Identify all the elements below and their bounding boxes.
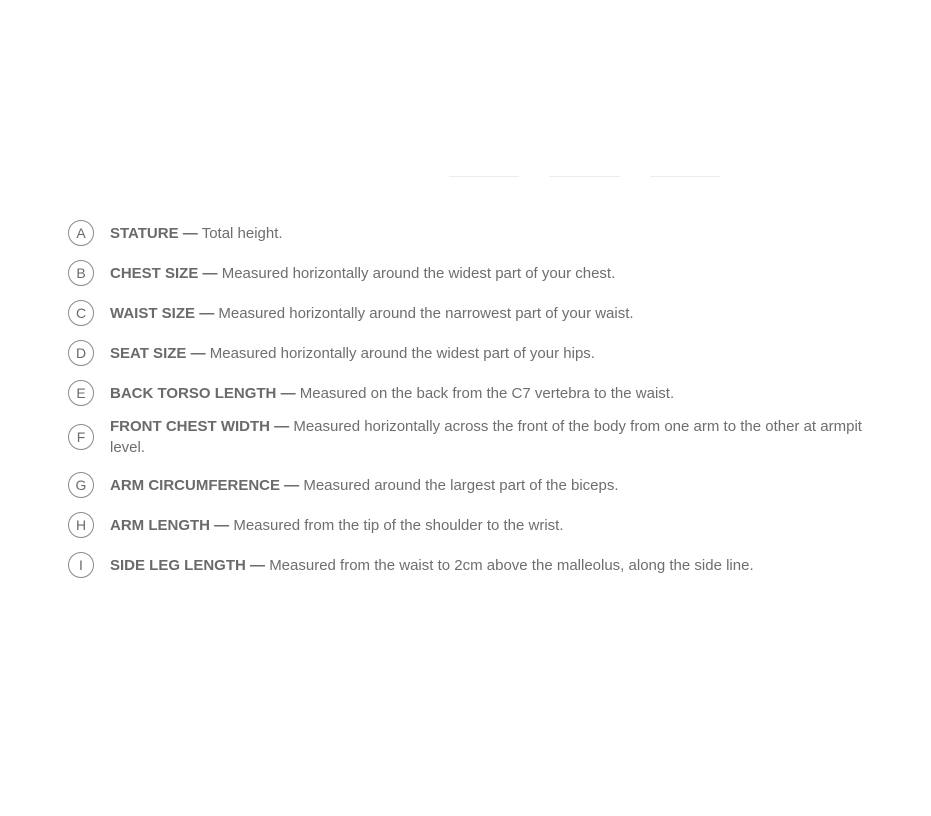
letter-badge: I: [68, 552, 94, 578]
measurement-description: Measured from the tip of the shoulder to the wrist.: [233, 516, 564, 534]
measurement-item: [68, 550, 888, 580]
measurement-text: [110, 383, 674, 404]
measurement-item: [68, 258, 888, 288]
tab-underline: [650, 176, 720, 177]
separator-dash: —: [202, 264, 218, 282]
measurement-item: [68, 338, 888, 368]
measurement-item: [68, 510, 888, 540]
separator-dash: —: [190, 344, 206, 362]
measurement-list: [68, 218, 888, 590]
separator-dash: —: [214, 516, 230, 534]
measurement-text: [110, 416, 888, 458]
letter-badge: G: [68, 472, 94, 498]
measurement-text: [110, 303, 634, 324]
measurement-term: SIDE LEG LENGTH: [110, 556, 246, 574]
letter-badge: E: [68, 380, 94, 406]
measurement-item: [68, 218, 888, 248]
measurement-item: [68, 298, 888, 328]
measurement-term: STATURE: [110, 224, 179, 242]
letter-badge: D: [68, 340, 94, 366]
tab-underlines: [0, 176, 931, 178]
separator-dash: —: [274, 418, 290, 435]
measurement-term: CHEST SIZE: [110, 264, 199, 282]
tab-underline: [549, 176, 620, 177]
measurement-text: [110, 223, 283, 244]
measurement-text: [110, 515, 564, 536]
letter-badge: C: [68, 300, 94, 326]
measurement-term: FRONT CHEST WIDTH: [110, 418, 270, 435]
measurement-text: [110, 475, 619, 496]
measurement-term: SEAT SIZE: [110, 344, 187, 362]
measurement-description: Measured on the back from the C7 vertebra to the waist.: [299, 384, 675, 402]
measurement-description: Measured horizontally around the narrowest part of your waist.: [218, 304, 634, 322]
measurement-text: [110, 555, 754, 576]
letter-badge: A: [68, 220, 94, 246]
letter-badge: B: [68, 260, 94, 286]
measurement-term: ARM CIRCUMFERENCE: [110, 476, 280, 494]
measurement-text: [110, 343, 595, 364]
separator-dash: —: [284, 476, 300, 494]
measurement-description: Measured horizontally around the widest part of your hips.: [209, 344, 595, 362]
measurement-item: [68, 416, 888, 458]
measurement-item: [68, 470, 888, 500]
separator-dash: —: [182, 224, 198, 242]
measurement-description: Measured horizontally around the widest part of your chest.: [221, 264, 616, 282]
measurement-description: Total height.: [201, 224, 283, 242]
measurement-item: [68, 378, 888, 408]
measurement-description: Measured horizontally across the front of the body from one arm to the other at armpit level.: [110, 418, 862, 456]
measurement-description: Measured from the waist to 2cm above the malleolus, along the side line.: [269, 556, 754, 574]
measurement-term: ARM LENGTH: [110, 516, 210, 534]
separator-dash: —: [250, 556, 266, 574]
measurement-text: [110, 263, 615, 284]
separator-dash: —: [280, 384, 296, 402]
letter-badge: H: [68, 512, 94, 538]
letter-badge: F: [68, 424, 94, 450]
tab-underline: [449, 176, 519, 177]
measurement-term: BACK TORSO LENGTH: [110, 384, 277, 402]
measurement-description: Measured around the largest part of the biceps.: [303, 476, 619, 494]
separator-dash: —: [199, 304, 215, 322]
measurement-term: WAIST SIZE: [110, 304, 196, 322]
